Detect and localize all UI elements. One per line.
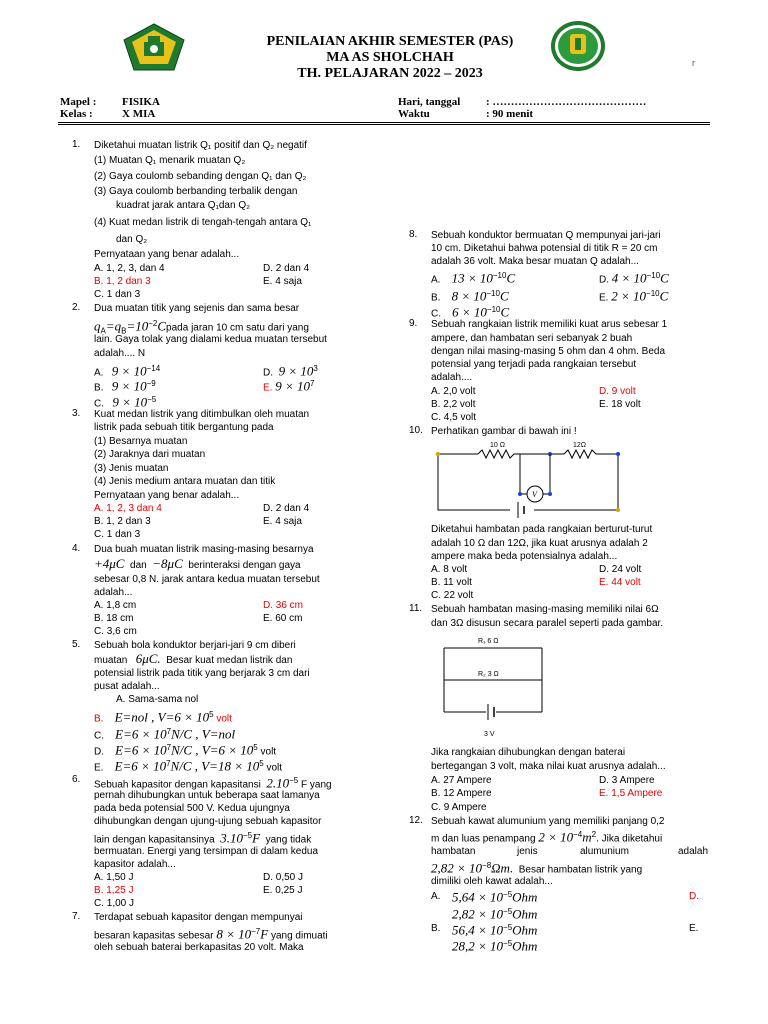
q4-option-a[interactable]: A. 1,8 cm [94, 600, 137, 611]
q1-statement-3-cont: kuadrat jarak antara Q₁dan Q₂ [116, 200, 250, 211]
q12-option-b-numerator: $56,4 \times 10^{-5}Ohm$ [452, 922, 538, 938]
q6-line-3: pada beda potensial 500 V. Kedua ujungnya [94, 803, 290, 814]
header-title: PENILAIAN AKHIR SEMESTER (PAS) [266, 34, 514, 49]
q2-option-b[interactable]: B. $9 \times 10^{-9}$ [94, 378, 156, 394]
q6-number: 6. [72, 774, 81, 785]
q3-statement-1: (1) Besarnya muatan [94, 436, 188, 447]
q4-line-2: +4μC dan −8μC berinteraksi dengan gaya [94, 556, 301, 571]
q2-line-1: Dua muatan titik yang sejenis dan sama besar [94, 303, 300, 314]
q4-line-4: adalah... [94, 587, 133, 598]
q1-option-d[interactable]: D. 2 dan 4 [263, 263, 310, 274]
q5-number: 5. [72, 639, 81, 650]
q6-option-e[interactable]: E. 0,25 J [263, 885, 303, 896]
q8-line-2: 10 cm. Diketahui bahwa potensial di titik R = 20 cm [431, 243, 658, 254]
q12-option-a-numerator: $5,64 \times 10^{-5}Ohm$ [452, 889, 538, 905]
q12-line-3c: alumunium [580, 846, 629, 857]
q1-statement-4-cont: dan Q₂ [116, 234, 148, 245]
q2-option-d[interactable]: D. $9 \times 10^3$ [263, 363, 318, 379]
q9-option-c[interactable]: C. 4,5 volt [431, 412, 477, 423]
q9-option-e[interactable]: E. 18 volt [599, 399, 641, 410]
q1-question: Pernyataan yang benar adalah... [94, 249, 240, 260]
q12-option-b-denominator: $28,2 \times 10^{-5}Ohm$ [452, 938, 538, 954]
q9-line-3: dengan nilai masing-masing 5 ohm dan 4 ohm. Beda [431, 346, 666, 357]
q11-number: 11. [409, 603, 423, 614]
q10-series-circuit-diagram [430, 440, 630, 518]
q4-option-c[interactable]: C. 3,6 cm [94, 626, 137, 637]
q10-line-1: Perhatikan gambar di bawah ini ! [431, 426, 577, 437]
q5-line-4: pusat adalah... [94, 681, 160, 692]
q11-r2-label: R₂ 3 Ω [478, 671, 499, 678]
q10-line-2: Diketahui hambatan pada rangkaian berturut-turut [431, 524, 653, 535]
q6-line-7: kapasitor adalah... [94, 859, 176, 870]
q3-line-2: listrik pada sebuah titik bergantung pada [94, 422, 274, 433]
q8-option-d[interactable]: D. $4 \times 10^{-10}C$ [599, 270, 669, 286]
q2-option-a[interactable]: A. $9 \times 10^{-14}$ [94, 363, 161, 379]
q6-line-5: lain dengan kapasitansinya $3.10^{-5}F$ yang tidak [94, 830, 312, 846]
q11-option-a[interactable]: A. 27 Ampere [431, 775, 492, 786]
q2-option-c[interactable]: C. $9 \times 10^{-5}$ [94, 394, 157, 410]
waktu-value: : 90 menit [486, 108, 534, 120]
q12-line-3a: hambatan [431, 846, 476, 857]
q7-line-1: Terdapat sebuah kapasitor dengan mempunyai [94, 912, 303, 923]
q11-parallel-circuit-diagram [438, 632, 548, 740]
q10-line-4: ampere maka beda potensialnya adalah... [431, 551, 618, 562]
mapel-value: FISIKA [122, 96, 160, 108]
q11-option-e[interactable]: E. 1,5 Ampere [599, 788, 663, 799]
q11-line-1: Sebuah hambatan masing-masing memiliki nilai 6Ω [431, 604, 659, 615]
q5-line-1: Sebuah bola konduktor berjari-jari 9 cm diberi [94, 640, 296, 651]
q12-option-e-label[interactable]: E. [689, 923, 699, 934]
q9-option-a[interactable]: A. 2,0 volt [431, 386, 476, 397]
q12-number: 12. [409, 815, 423, 826]
q4-option-d[interactable]: D. 36 cm [263, 600, 304, 611]
q6-option-d[interactable]: D. 0,50 J [263, 872, 304, 883]
q1-stem: Diketahui muatan listrik Q₁ positif dan Q₂ negatif [94, 140, 307, 151]
q3-option-e[interactable]: E. 4 saja [263, 516, 302, 527]
q10-option-a[interactable]: A. 8 volt [431, 564, 468, 575]
q3-option-a[interactable]: A. 1, 2, 3 dan 4 [94, 503, 162, 514]
q6-option-c[interactable]: C. 1,00 J [94, 898, 135, 909]
q11-line-4: bertegangan 3 volt, maka nilai kuat arusnya adalah... [431, 761, 666, 772]
q3-option-d[interactable]: D. 2 dan 4 [263, 503, 310, 514]
q12-line-2: m dan luas penampang $2 \times 10^{-4}m^2$. Jika diketahui [431, 829, 663, 845]
header-school: MA AS SHOLCHAH [326, 50, 454, 65]
q12-line-3d: adalah [678, 846, 709, 857]
waktu-label: Waktu [398, 108, 430, 120]
q11-battery-label: 3 V [484, 731, 495, 738]
q4-line-1: Dua buah muatan listrik masing-masing besarnya [94, 544, 314, 555]
q9-line-1: Sebuah rangkaian listrik memiliki kuat arus sebesar 1 [431, 319, 668, 330]
q5-line-2: muatan 6μC. Besar kuat medan listrik dan [94, 651, 293, 666]
q10-option-e[interactable]: E. 44 volt [599, 577, 641, 588]
q11-line-2: dan 3Ω disusun secara paralel seperti pada gambar. [431, 618, 664, 629]
q12-option-a-denominator: $2,82 \times 10^{-5}Ohm$ [452, 906, 538, 922]
q3-option-b[interactable]: B. 1, 2 dan 3 [94, 516, 151, 527]
q10-r1-label: 10 Ω [490, 442, 505, 449]
q9-option-b[interactable]: B. 2,2 volt [431, 399, 476, 410]
q8-option-a[interactable]: A. $13 \times 10^{-10}C$ [431, 270, 516, 286]
kelas-label: Kelas : [60, 108, 93, 120]
q9-option-d[interactable]: D. 9 volt [599, 386, 636, 397]
q12-line-3b: jenis [517, 846, 538, 857]
q8-line-1: Sebuah konduktor bermuatan Q mempunyai jari-jari [431, 230, 661, 241]
q11-option-c[interactable]: C. 9 Ampere [431, 802, 487, 813]
q7-line-2: besaran kapasitas sebesar $8 \times 10^{-7}F$ yang dimuati [94, 926, 328, 942]
q3-number: 3. [72, 408, 81, 419]
q1-number: 1. [72, 139, 81, 150]
q12-line-1: Sebuah kawat alumunium yang memiliki panjang 0,2 [431, 816, 665, 827]
mapel-label: Mapel : [60, 96, 97, 108]
q6-line-1: Sebuah kapasitor dengan kapasitansi $2.10^{-5}$ F yang [94, 775, 332, 791]
q4-option-e[interactable]: E. 60 cm [263, 613, 303, 624]
q8-option-c[interactable]: C. $6 \times 10^{-10}C$ [431, 304, 510, 320]
header-divider-2 [58, 124, 710, 125]
q4-number: 4. [72, 543, 81, 554]
q6-line-4: dihubungkan dengan ujung-ujung sebuah kapasitor [94, 816, 322, 827]
q5-line-3: potensial listrik pada titik yang berjarak 3 cm dari [94, 668, 310, 679]
header-stray-mark: r [692, 58, 695, 68]
left-logo [122, 22, 186, 72]
q11-option-b[interactable]: B. 12 Ampere [431, 788, 492, 799]
q6-line-2: pernah dihubungkan untuk beberapa saat lamanya [94, 790, 320, 801]
q1-statement-2: (2) Gaya coulomb sebanding dengan Q₁ dan Q₂ [94, 171, 307, 182]
q6-option-b[interactable]: B. 1,25 J [94, 885, 134, 896]
q1-statement-1: (1) Muatan Q₁ menarik muatan Q₂ [94, 155, 246, 166]
q2-line-3: lain. Gaya tolak yang dialami kedua muatan tersebut [94, 334, 327, 345]
q3-question: Pernyataan yang benar adalah... [94, 490, 240, 501]
q5-option-d[interactable]: D. $E=6 \times 10^7N/C$ , $V=6 \times 10^5$ volt [94, 742, 277, 758]
q3-option-c[interactable]: C. 1 dan 3 [94, 529, 141, 540]
q10-option-d[interactable]: D. 24 volt [599, 564, 642, 575]
q8-number: 8. [409, 229, 418, 240]
q10-number: 10. [409, 425, 423, 436]
q10-line-3: adalah 10 Ω dan 12Ω, jika kuat arusnya adalah 2 [431, 538, 648, 549]
q11-r1-label: R₁ 6 Ω [478, 638, 499, 645]
q1-option-b[interactable]: B. 1, 2 dan 3 [94, 276, 151, 287]
q5-option-e[interactable]: E. $E=6 \times 10^7N/C$ , $V=18 \times 10^5$ volt [94, 758, 283, 774]
q11-line-3: Jika rangkaian dihubungkan dengan baterai [431, 747, 626, 758]
hari-label: Hari, tanggal [398, 96, 461, 108]
q3-line-1: Kuat medan listrik yang ditimbulkan oleh muatan [94, 409, 310, 420]
hari-value: : …………………………………… [486, 96, 647, 108]
q4-line-3: sebesar 0,8 N. jarak antara kedua muatan tersebut [94, 574, 320, 585]
q9-line-2: ampere, dan hambatan seri sebanyak 2 buah [431, 333, 633, 344]
header-year: TH. PELAJARAN 2022 – 2023 [297, 66, 483, 81]
q8-option-b[interactable]: B. $8 \times 10^{-10}C$ [431, 288, 509, 304]
q12-option-b-label[interactable]: B. [431, 923, 441, 934]
q7-number: 7. [72, 911, 81, 922]
q1-option-a[interactable]: A. 1, 2, 3, dan 4 [94, 263, 165, 274]
q7-line-3: oleh sebuah baterai berkapasitas 20 volt. Maka [94, 942, 304, 953]
header-divider [58, 122, 710, 123]
q10-voltmeter-label: V [532, 490, 537, 499]
q3-statement-2: (2) Jaraknya dari muatan [94, 449, 206, 460]
q8-option-e[interactable]: E. $2 \times 10^{-10}C$ [599, 288, 669, 304]
q12-line-4: $2,82 \times 10^{-8}\Omega m$. Besar hambatan listrik yang [431, 860, 643, 876]
q9-number: 9. [409, 318, 418, 329]
q1-option-e[interactable]: E. 4 saja [263, 276, 302, 287]
q8-line-3: adalah 36 volt. Maka besar muatan Q adalah... [431, 256, 639, 267]
q1-statement-4: (4) Kuat medan listrik di tengah-tengah antara Q₁ [94, 217, 312, 228]
q4-option-b[interactable]: B. 18 cm [94, 613, 134, 624]
q5-option-c[interactable]: C. $E=6 \times 10^7N/C$ , V=nol [94, 726, 236, 742]
q10-option-c[interactable]: C. 22 volt [431, 590, 474, 601]
q5-option-b[interactable]: B. E=nol , $V=6 \times 10^5$ volt [94, 709, 232, 725]
q12-line-5: dimiliki oleh kawat adalah... [431, 876, 553, 887]
kelas-value: X MIA [122, 108, 156, 120]
q10-r2-label: 12Ω [573, 442, 587, 449]
q1-statement-3: (3) Gaya coulomb berbanding terbalik dengan [94, 186, 298, 197]
q12-option-d-label[interactable]: D. [689, 891, 699, 902]
q10-option-b[interactable]: B. 11 volt [431, 577, 472, 588]
q9-line-5: adalah.... [431, 372, 473, 383]
q2-number: 2. [72, 302, 81, 313]
q6-option-a[interactable]: A. 1,50 J [94, 872, 134, 883]
q2-line-2: $q_A=q_B=10^{-2}Cpada$ jaran 10 cm satu dari yang [94, 318, 309, 336]
q5-option-a[interactable]: A. Sama-sama nol [116, 694, 199, 705]
q6-line-6: bermuatan. Energi yang tersimpan di dalam kedua [94, 846, 319, 857]
q11-option-d[interactable]: D. 3 Ampere [599, 775, 655, 786]
q9-line-4: potensial yang terjadi pada rangkaian tersebut [431, 359, 637, 370]
q12-option-a-label[interactable]: A. [431, 891, 441, 902]
q3-statement-3: (3) Jenis muatan [94, 463, 169, 474]
q2-option-e[interactable]: E. $9 \times 10^7$ [263, 378, 315, 394]
q1-option-c[interactable]: C. 1 dan 3 [94, 289, 141, 300]
q2-line-4: adalah.... N [94, 348, 146, 359]
q3-statement-4: (4) Jenis medium antara muatan dan titik [94, 476, 276, 487]
